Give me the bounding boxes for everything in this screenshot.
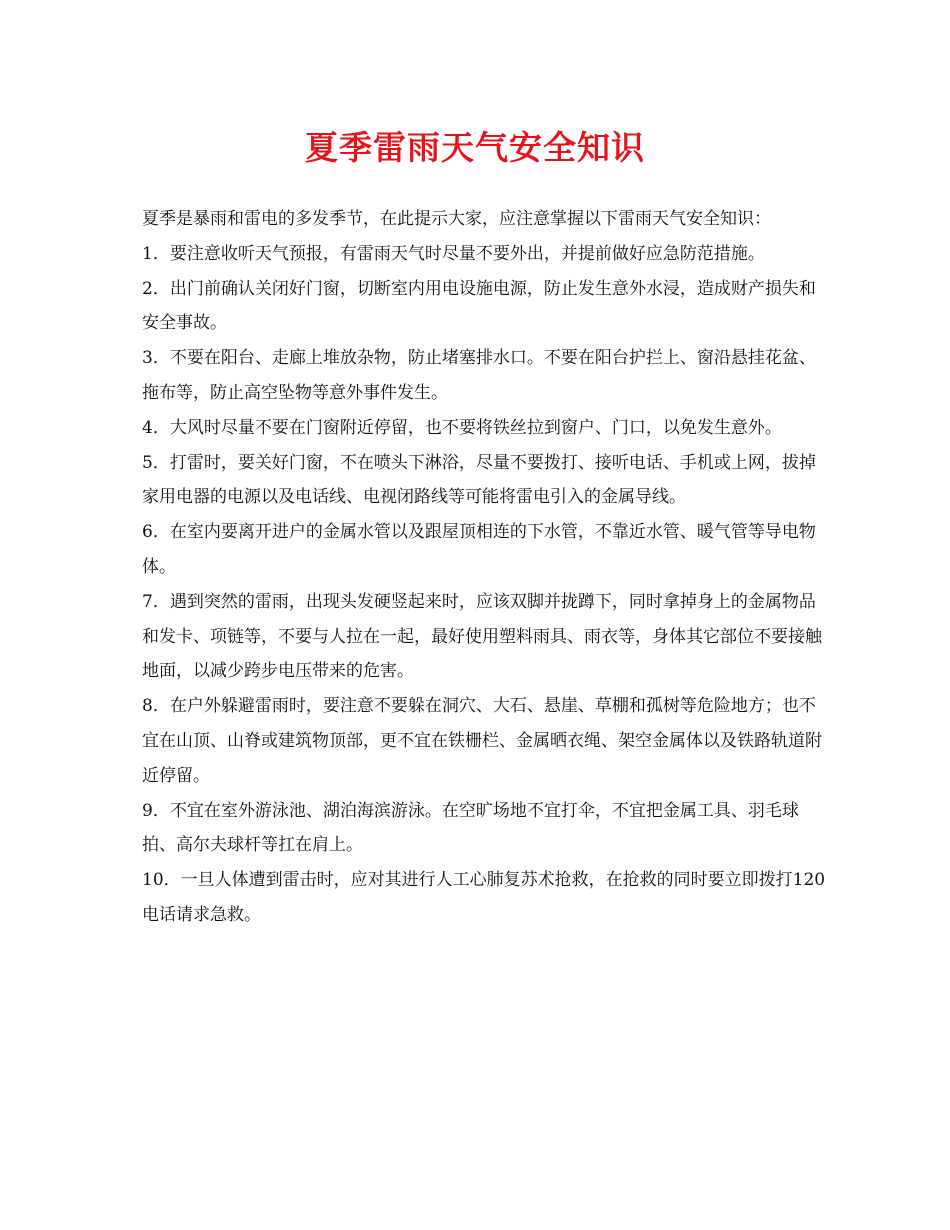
list-item: 2．出门前确认关闭好门窗，切断室内用电设施电源，防止发生意外水浸，造成财产损失和安全事故。 xyxy=(142,278,816,334)
list-item: 6．在室内要离开进户的金属水管以及跟屋顶相连的下水管，不靠近水管、暖气管等导电物体。 xyxy=(142,522,816,577)
list-item: 3．不要在阳台、走廊上堆放杂物，防止堵塞排水口。不要在阳台护拦上、窗沿悬挂花盆、拖布等，防止高空坠物等意外事件发生。 xyxy=(142,348,816,403)
list-item: 10．一旦人体遭到雷击时，应对其进行人工心肺复苏术抢救，在抢救的同时要立即拨打120电话请求急救。 xyxy=(142,870,826,925)
list-item: 1．要注意收听天气预报，有雷雨天气时尽量不要外出，并提前做好应急防范措施。 xyxy=(142,243,765,264)
list-item: 8．在户外躲避雷雨时，要注意不要躲在洞穴、大石、悬崖、草棚和孤树等危险地方；也不宜在山顶、山脊或建筑物顶部，更不宜在铁栅栏、金属晒衣绳、架空金属体以及铁路轨道附近停留。 xyxy=(142,696,822,786)
list-item: 7．遇到突然的雷雨，出现头发硬竖起来时，应该双脚并拢蹲下，同时拿掉身上的金属物品和发卡、项链等，不要与人拉在一起，最好使用塑料雨具、雨衣等，身体其它部位不要接触地面，以减少跨步电压带来的危害。 xyxy=(142,591,822,682)
document-body xyxy=(142,202,832,933)
intro-paragraph: 夏季是暴雨和雷电的多发季节，在此提示大家，应注意掌握以下雷雨天气安全知识： xyxy=(142,209,771,229)
list-item: 4．大风时尽量不要在门窗附近停留，也不要将铁丝拉到窗户、门口，以免发生意外。 xyxy=(142,417,782,438)
list-item: 9．不宜在室外游泳池、湖泊海滨游泳。在空旷场地不宜打伞，不宜把金属工具、羽毛球拍、高尔夫球杆等扛在肩上。 xyxy=(142,800,799,856)
list-item: 5．打雷时，要关好门窗，不在喷头下淋浴，尽量不要拨打、接听电话、手机或上网，拔掉家用电器的电源以及电话线、电视闭路线等可能将雷电引入的金属导线。 xyxy=(142,452,816,508)
page-title: 夏季雷雨天气安全知识 xyxy=(305,128,645,167)
